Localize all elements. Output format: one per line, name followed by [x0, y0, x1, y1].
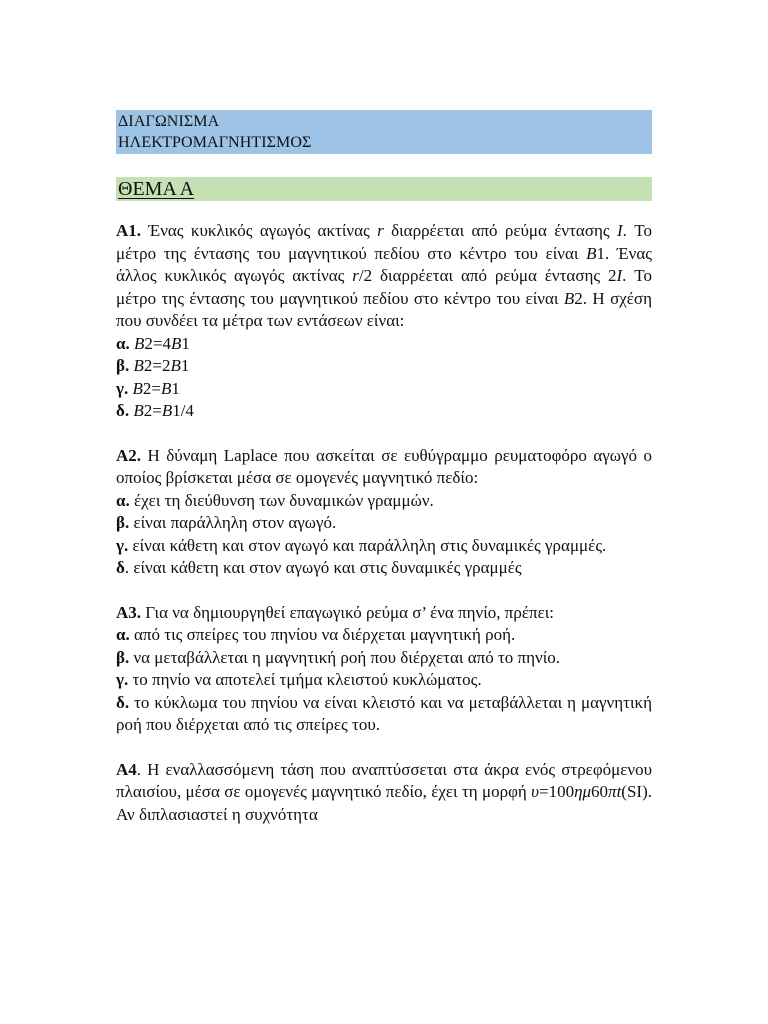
answer-option	[116, 557, 652, 580]
title-line-1: ΔΙΑΓΩΝΙΣΜΑ	[118, 113, 220, 130]
math-symbol: B	[133, 401, 144, 420]
text-run: 2. Η σχέση που συνδέει τα μέτρα των εντάσεων είναι:	[116, 288, 652, 330]
option-label: γ.	[116, 535, 129, 555]
question-stem	[116, 220, 652, 333]
math-symbol: B	[134, 333, 145, 353]
text-run: . είναι κάθετη και στον αγωγό και στις δυναμικές γραμμές	[124, 558, 522, 577]
question-stem	[116, 602, 652, 625]
math-symbol: B	[132, 378, 143, 398]
question-a3	[116, 602, 652, 737]
option-label: β.	[116, 647, 130, 667]
math-symbol: B	[161, 401, 173, 420]
answer-option	[116, 355, 652, 378]
text-run: από τις σπείρες του πηνίου να διέρχεται μαγνητική ροή.	[129, 625, 516, 644]
answer-option	[116, 669, 652, 692]
math-symbol: B	[563, 288, 575, 308]
option-label: α.	[116, 333, 130, 353]
title-box	[116, 110, 652, 154]
question-label: Α1.	[116, 221, 142, 240]
option-label: δ.	[116, 401, 130, 420]
math-symbol: r	[352, 266, 359, 285]
text-run: . Το μέτρο της έντασης του μαγνητικού πεδίου στο κέντρο του είναι	[116, 266, 653, 308]
math-symbol: r	[377, 221, 384, 240]
option-label: α.	[116, 625, 130, 644]
text-run: να μεταβάλλεται η μαγνητική ροή που διέρχεται από το πηνίο.	[129, 647, 561, 667]
text-run: (SI). Αν διπλασιαστεί η συχνότητα	[116, 782, 652, 824]
text-run: 1	[180, 356, 190, 375]
text-run: είναι κάθετη και στον αγωγό και παράλληλη στις δυναμικές γραμμές.	[128, 535, 607, 555]
math-symbol: I	[616, 266, 623, 285]
title-line-2: ΗΛΕΚΤΡΟΜΑΓΝΗΤΙΣΜΟΣ	[118, 134, 312, 151]
question-label: Α3.	[116, 602, 142, 622]
question-a1	[116, 220, 652, 423]
text-run: είναι παράλληλη στον αγωγό.	[129, 513, 337, 532]
option-label: β.	[116, 356, 130, 375]
math-symbol: B	[586, 243, 597, 263]
math-symbol: I	[617, 221, 623, 240]
question-a4	[116, 759, 652, 827]
option-label: γ.	[116, 378, 129, 398]
option-label: δ	[116, 558, 125, 577]
question-stem	[116, 445, 652, 490]
math-symbol: B	[160, 378, 172, 398]
section-heading	[116, 177, 652, 201]
text-run: 1	[171, 378, 180, 398]
text-run: 2=2	[143, 356, 171, 375]
text-run: Ένας κυκλικός αγωγός ακτίνας	[141, 221, 378, 240]
text-run: . Η εναλλασσόμενη τάση που αναπτύσσεται στα άκρα ενός στρεφόμενου πλαισίου, μέσα σε ομογενές μαγνητικό πεδίο, έχει τη μορφή	[116, 759, 652, 801]
answer-option	[116, 535, 652, 558]
text-run: 2=	[142, 378, 161, 398]
text-run: . Το μέτρο της έντασης του μαγνητικού πεδίου στο κέντρο του είναι	[116, 221, 652, 263]
option-label: β.	[116, 513, 130, 532]
text-run: 1	[181, 333, 190, 353]
text-run: το πηνίο να αποτελεί τμήμα κλειστού κυκλώματος.	[128, 670, 482, 689]
question-stem	[116, 759, 652, 827]
math-symbol: B	[170, 356, 181, 375]
text-run: 1/4	[172, 401, 194, 420]
option-label: α.	[116, 490, 130, 510]
text-run: =100	[538, 782, 575, 801]
text-run: 2=	[143, 401, 162, 420]
answer-option	[116, 333, 652, 356]
option-label: γ.	[116, 670, 129, 689]
answer-option	[116, 647, 652, 670]
answer-option	[116, 378, 652, 401]
question-label: Α2.	[116, 445, 142, 465]
math-symbol: υ	[531, 782, 539, 801]
answer-option	[116, 512, 652, 535]
math-symbol: B	[170, 333, 182, 353]
text-run: 60	[591, 782, 609, 801]
math-symbol: B	[133, 356, 144, 375]
document-page	[116, 110, 652, 826]
text-run: διαρρέεται από ρεύμα έντασης	[383, 221, 617, 240]
text-run: το κύκλωμα του πηνίου να είναι κλειστό και να μεταβάλλεται η μαγνητική ροή που διέρχεται από τις σπείρες του.	[116, 692, 652, 734]
math-symbol: ημ	[574, 782, 592, 801]
answer-option	[116, 490, 652, 513]
answer-option	[116, 400, 652, 423]
option-label: δ.	[116, 692, 130, 712]
text-run: έχει τη διεύθυνση των δυναμικών γραμμών.	[129, 490, 434, 510]
text-run: 2=4	[144, 333, 171, 353]
answer-option	[116, 624, 652, 647]
text-run: /2 διαρρέεται από ρεύμα έντασης 2	[358, 266, 617, 285]
text-run: Η δύναμη Laplace που ασκείται σε ευθύγραμμο ρευματοφόρο αγωγό ο οποίος βρίσκεται μέσα σε ομογενές μαγνητικό πεδίο:	[116, 445, 652, 487]
text-run: 1. Ένας άλλος κυκλικός αγωγός ακτίνας	[116, 243, 652, 285]
question-label: Α4	[116, 759, 137, 779]
answer-option	[116, 692, 652, 737]
text-run: Για να δημιουργηθεί επαγωγικό ρεύμα σ’ ένα πηνίο, πρέπει:	[141, 602, 555, 622]
math-symbol: πt	[608, 782, 622, 801]
question-a2	[116, 445, 652, 580]
section-title: ΘΕΜΑ Α	[118, 178, 195, 200]
